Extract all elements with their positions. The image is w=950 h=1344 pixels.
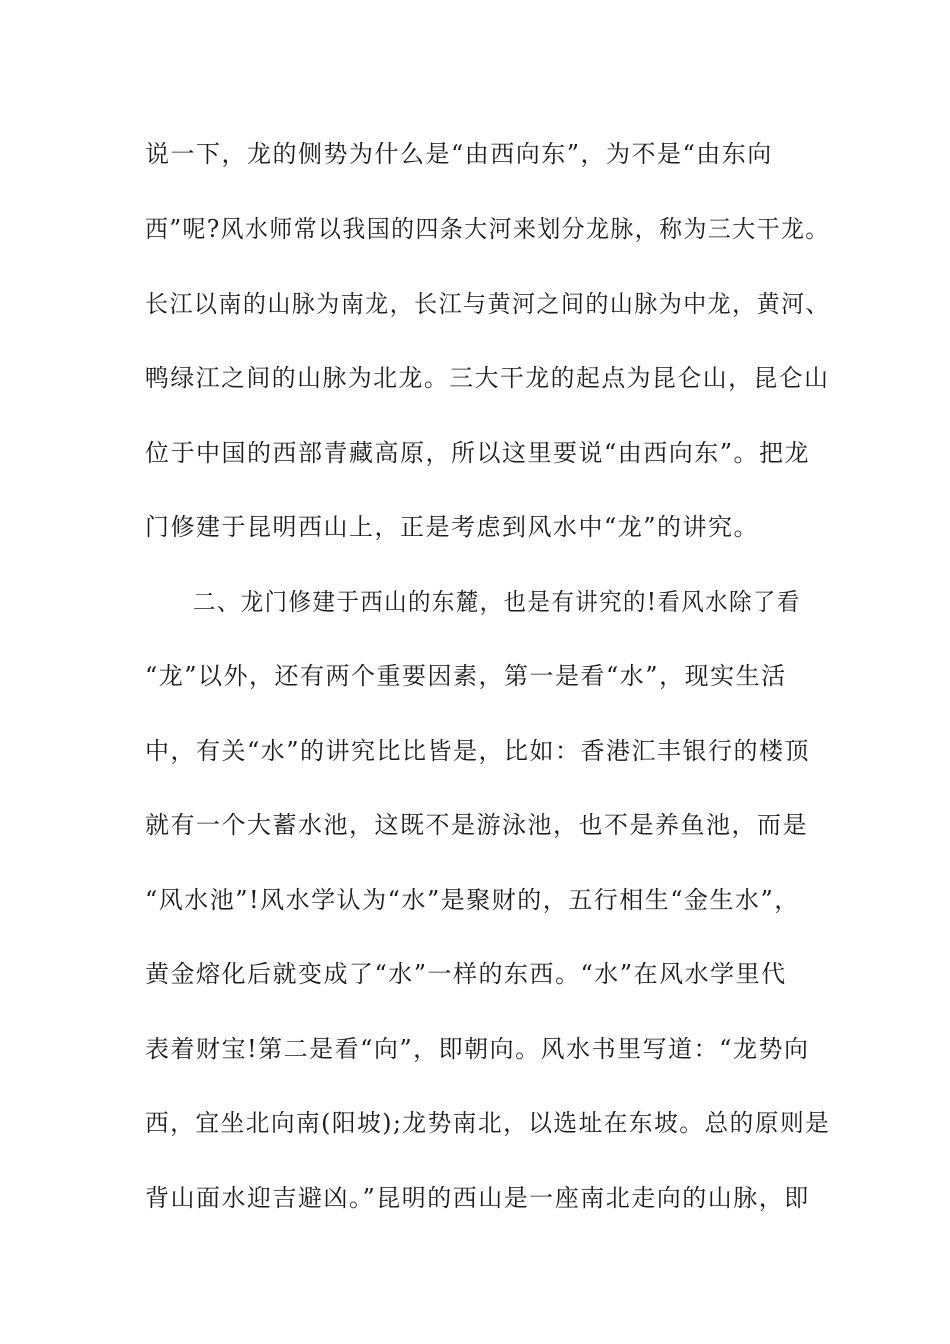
text-line: 背山面水迎吉避凶。”昆明的西山是一座南北走向的山脉，即 (145, 1184, 810, 1212)
text-line: 黄金熔化后就变成了“水”一样的东西。“水”在风水学里代 (145, 960, 787, 988)
text-line: 鸭绿江之间的山脉为北龙。三大干龙的起点为昆仑山，昆仑山 (145, 364, 830, 392)
text-line: 门修建于昆明西山上，正是考虑到风水中“龙”的讲究。 (145, 513, 760, 541)
text-line: 西，宜坐北向南(阳坡);龙势南北，以选址在东坡。总的原则是 (145, 1109, 831, 1137)
text-line: 西”呢?风水师常以我国的四条大河来划分龙脉，称为三大干龙。 (145, 215, 830, 243)
text-line: 说一下，龙的侧势为什么是“由西向东”，为不是“由东向 (145, 140, 773, 168)
text-line: “龙”以外，还有两个重要因素，第一是看“水”，现实生活 (145, 662, 787, 690)
text-line: 中，有关“水”的讲究比比皆是，比如：香港汇丰银行的楼顶 (145, 737, 811, 765)
text-line: “风水池”!风水学认为“水”是聚财的，五行相生“金生水”， (145, 886, 800, 914)
text-line: 表着财宝!第二是看“向”，即朝向。风水书里写道：“龙势向 (145, 1035, 810, 1063)
text-line: 位于中国的西部青藏高原，所以这里要说“由西向东”。把龙 (145, 439, 811, 467)
text-line: 就有一个大蓄水池，这既不是游泳池，也不是养鱼池，而是 (145, 811, 808, 839)
text-line: 长江以南的山脉为南龙，长江与黄河之间的山脉为中龙，黄河、 (145, 290, 831, 318)
paragraph-first-line: 二、龙门修建于西山的东麓，也是有讲究的!看风水除了看 (193, 588, 801, 616)
